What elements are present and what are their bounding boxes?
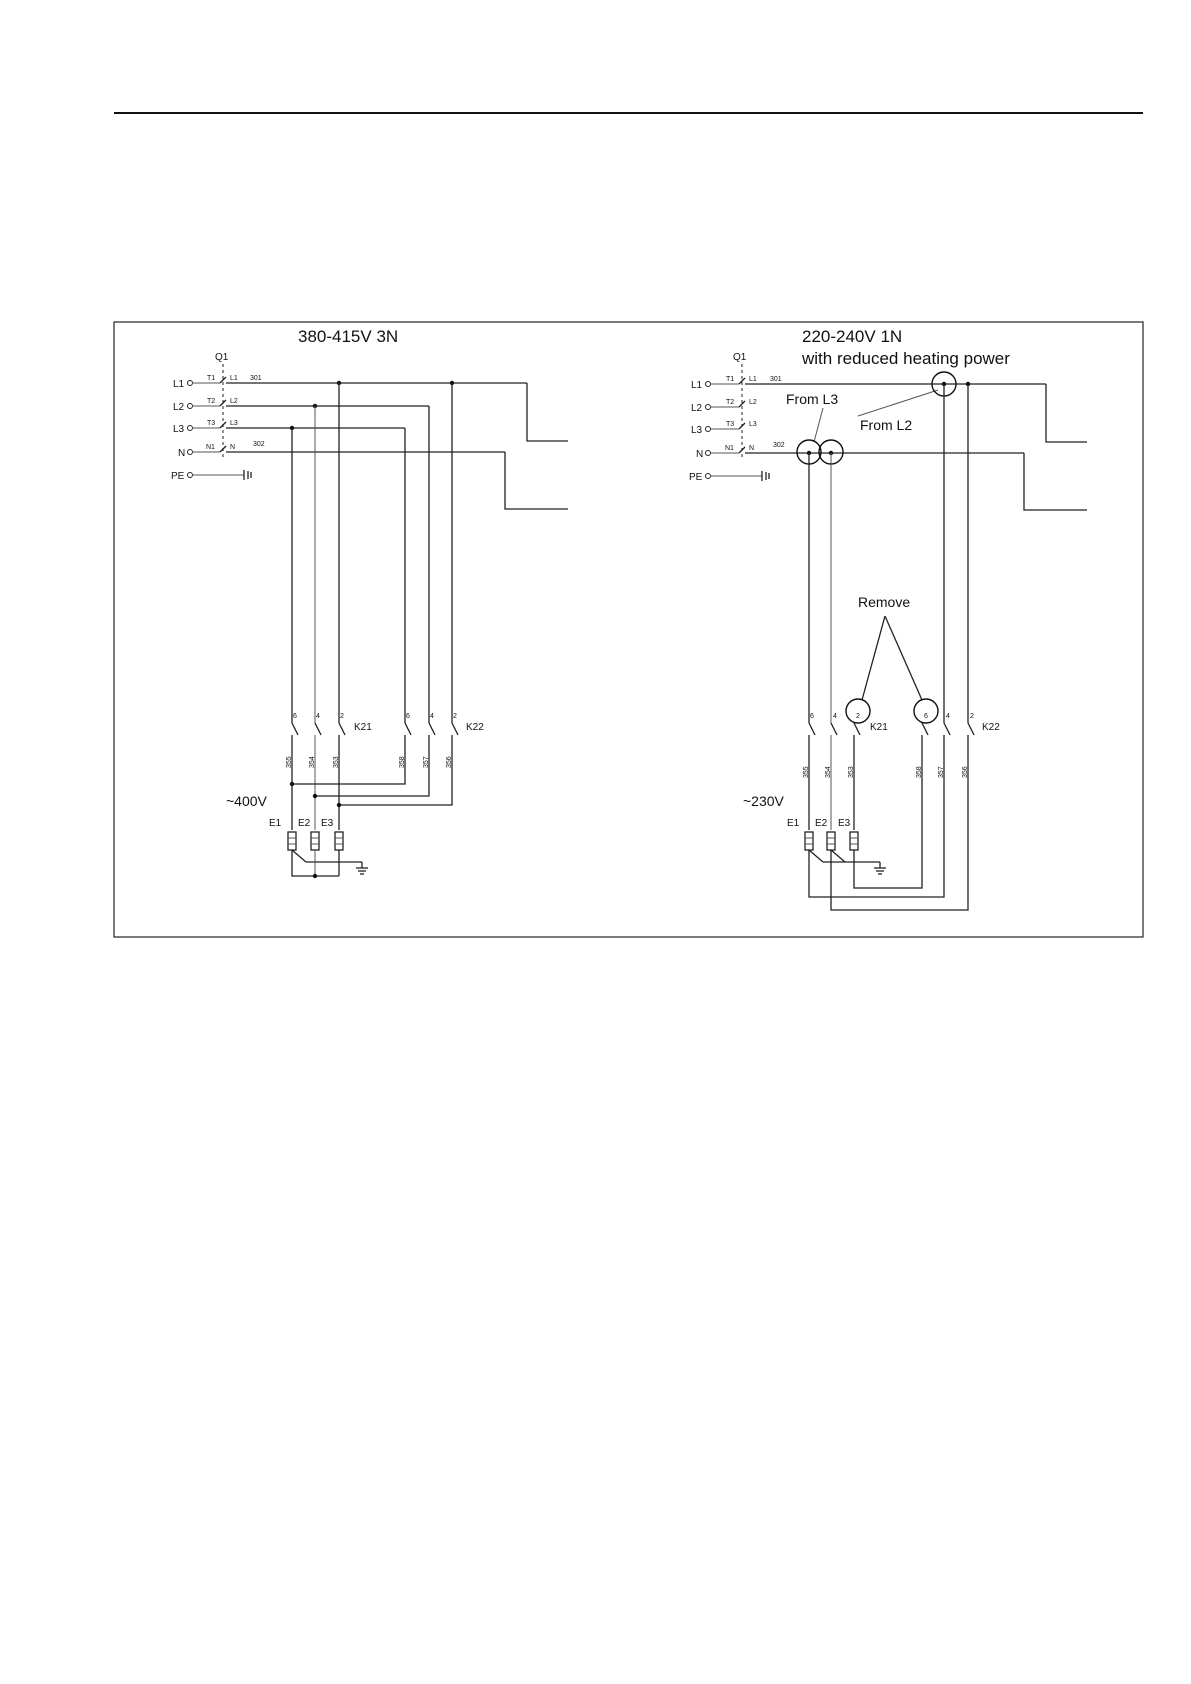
left-wire-301: 301 — [250, 375, 262, 382]
right-note-from-l2: From L2 — [860, 417, 913, 433]
left-k22-pin-2: 2 — [453, 713, 457, 720]
left-k22-label: K22 — [466, 722, 484, 733]
left-input-l1: L1 — [173, 379, 185, 390]
left-heater-e2 — [311, 832, 319, 850]
right-terminal-n — [706, 451, 711, 456]
right-q1-pin-t2: T2 — [726, 399, 735, 406]
right-wire-355: 355 — [803, 766, 810, 778]
left-q1-pin-n1: N1 — [206, 444, 215, 451]
left-q1-pin-l2: L2 — [230, 398, 238, 405]
right-wire-302: 302 — [773, 442, 785, 449]
right-terminal-l2 — [706, 405, 711, 410]
right-diagram — [689, 327, 1087, 910]
left-element-e1: E1 — [269, 818, 282, 829]
left-k21-pin-2: 2 — [340, 713, 344, 720]
left-wire-353: 353 — [333, 756, 340, 768]
right-title-line1: 220-240V 1N — [802, 327, 903, 346]
diagram-frame — [114, 322, 1143, 937]
right-heater-e1 — [805, 832, 813, 850]
right-note-remove: Remove — [858, 594, 911, 610]
right-q1-pin-n1: N1 — [725, 445, 734, 452]
left-heater-e3 — [335, 832, 343, 850]
right-wire-353: 353 — [848, 766, 855, 778]
left-terminal-pe — [188, 473, 193, 478]
left-wire-354: 354 — [309, 756, 316, 768]
right-input-pe: PE — [689, 472, 703, 483]
right-k21-pin-4: 4 — [833, 713, 837, 720]
left-terminal-l1 — [188, 381, 193, 386]
left-input-l2: L2 — [173, 402, 185, 413]
left-k21-pin-6: 6 — [293, 713, 297, 720]
right-k22-pin-2: 2 — [970, 713, 974, 720]
right-q1-pin-t1: T1 — [726, 376, 735, 383]
left-q1-pin-l3: L3 — [230, 420, 238, 427]
right-element-e1: E1 — [787, 818, 800, 829]
right-heater-e2 — [827, 832, 835, 850]
left-title: 380-415V 3N — [298, 327, 399, 346]
right-terminal-l3 — [706, 427, 711, 432]
left-element-e3: E3 — [321, 818, 334, 829]
left-input-l3: L3 — [173, 424, 185, 435]
right-q1-label: Q1 — [733, 352, 747, 363]
right-wire-301: 301 — [770, 376, 782, 383]
left-diagram — [171, 327, 568, 878]
left-k21-label: K21 — [354, 722, 372, 733]
right-q1-pin-n: N — [749, 445, 755, 452]
right-wire-354: 354 — [825, 766, 832, 778]
right-k21-pin-6: 6 — [810, 713, 814, 720]
right-heater-e3 — [850, 832, 858, 850]
right-wire-357: 357 — [938, 766, 945, 778]
left-wire-355: 355 — [286, 756, 293, 768]
right-k21-pin-2: 2 — [856, 713, 860, 720]
right-q1-pin-l2: L2 — [749, 399, 757, 406]
right-input-l3: L3 — [691, 425, 703, 436]
left-k22-pin-4: 4 — [430, 713, 434, 720]
right-input-l1: L1 — [691, 380, 703, 391]
left-element-e2: E2 — [298, 818, 311, 829]
left-terminal-l3 — [188, 426, 193, 431]
left-wire-358: 358 — [399, 756, 406, 768]
left-heater-e1 — [288, 832, 296, 850]
right-voltage: ~230V — [743, 793, 784, 809]
right-k22-label: K22 — [982, 722, 1000, 733]
right-q1-pin-l1: L1 — [749, 376, 757, 383]
right-terminal-pe — [706, 474, 711, 479]
left-q1-pin-t1: T1 — [207, 375, 216, 382]
left-terminal-n — [188, 450, 193, 455]
right-terminal-l1 — [706, 382, 711, 387]
right-k22-pin-6: 6 — [924, 713, 928, 720]
right-note-from-l3: From L3 — [786, 391, 839, 407]
left-k22-pin-6: 6 — [406, 713, 410, 720]
right-element-e2: E2 — [815, 818, 828, 829]
right-q1-pin-t3: T3 — [726, 421, 735, 428]
left-q1-pin-t3: T3 — [207, 420, 216, 427]
left-q1-pin-l1: L1 — [230, 375, 238, 382]
right-k22-pin-4: 4 — [946, 713, 950, 720]
right-q1-pin-l3: L3 — [749, 421, 757, 428]
right-input-n: N — [696, 449, 704, 460]
left-wire-302: 302 — [253, 441, 265, 448]
left-k21-pin-4: 4 — [316, 713, 320, 720]
left-wire-356: 356 — [446, 756, 453, 768]
right-input-l2: L2 — [691, 403, 703, 414]
right-element-e3: E3 — [838, 818, 851, 829]
left-q1-pin-t2: T2 — [207, 398, 216, 405]
right-wire-358: 358 — [916, 766, 923, 778]
right-wire-356: 356 — [962, 766, 969, 778]
right-k21-label: K21 — [870, 722, 888, 733]
left-q1-pin-n: N — [230, 444, 236, 451]
left-wire-357: 357 — [423, 756, 430, 768]
left-terminal-l2 — [188, 404, 193, 409]
right-title-line2: with reduced heating power — [802, 349, 1010, 368]
left-input-n: N — [178, 448, 186, 459]
left-q1-label: Q1 — [215, 352, 229, 363]
left-voltage: ~400V — [226, 793, 267, 809]
left-input-pe: PE — [171, 471, 185, 482]
